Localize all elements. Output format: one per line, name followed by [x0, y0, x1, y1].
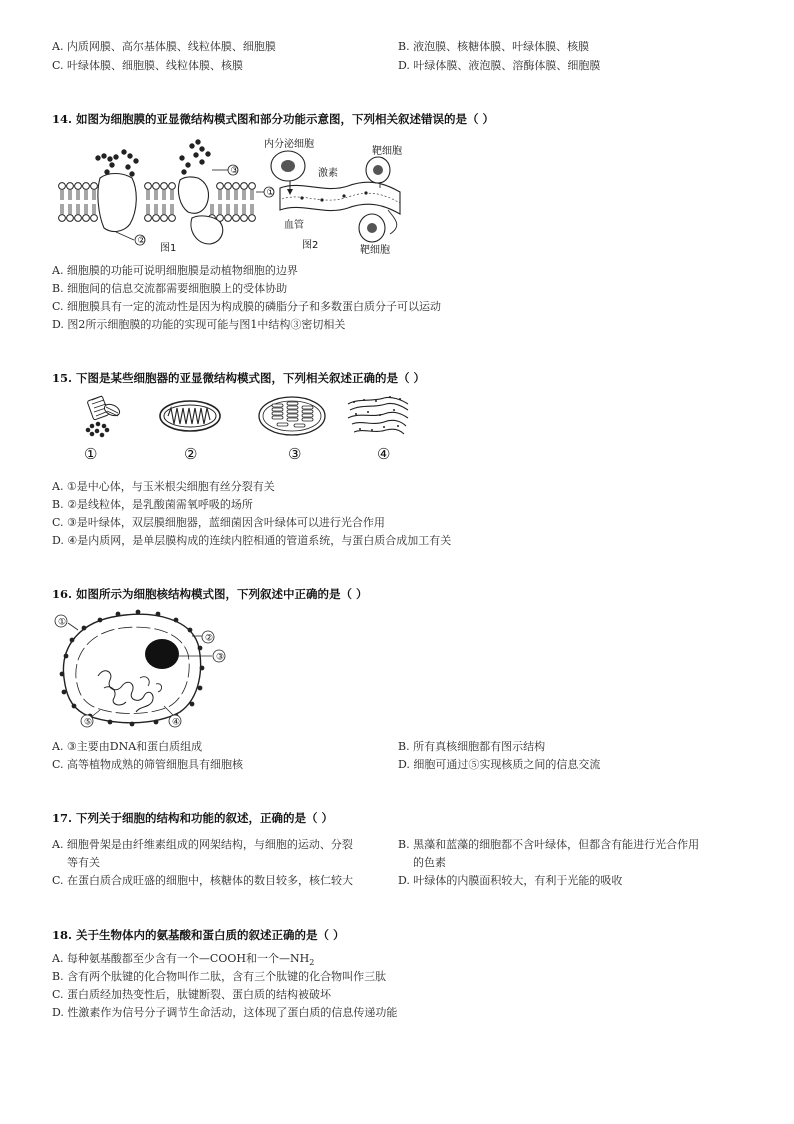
q17-option-a-line2: 等有关 — [67, 856, 100, 869]
q13-option-c: C. 叶绿体膜、细胞膜、线粒体膜、核膜 — [52, 59, 244, 72]
organelle-label-1: ① — [84, 445, 98, 463]
fig2-label-endocrine: 内分泌细胞 — [264, 139, 314, 150]
fig1-caption: 图1 — [160, 243, 177, 254]
fig2-label-hormone: 激素 — [318, 168, 338, 179]
q18-stem: 18. 关于生物体内的氨基酸和蛋白质的叙述正确的是（ ） — [52, 928, 345, 942]
phospholipid-bilayer — [59, 183, 256, 222]
q14-option-b: B. 细胞间的信息交流都需要细胞膜上的受体协助 — [52, 282, 288, 295]
membrane-proteins — [98, 174, 223, 245]
q13-option-a: A. 内质网膜、高尔基体膜、线粒体膜、细胞膜 — [52, 40, 276, 53]
q18-option-d: D. 性激素作为信号分子调节生命活动，这体现了蛋白质的信息传递功能 — [52, 1006, 398, 1019]
fig1-number-3: ③ — [230, 166, 239, 176]
organelle-label-3: ③ — [288, 445, 302, 463]
nucleus-number-4: ④ — [172, 717, 181, 728]
q16-option-b: B. 所有真核细胞都有图示结构 — [398, 740, 546, 753]
endoplasmic-reticulum-drawing — [348, 397, 408, 434]
membrane-figure-1 — [52, 132, 278, 254]
q17-option-c: C. 在蛋白质合成旺盛的细胞中，核糖体的数目较多，核仁较大 — [52, 874, 354, 887]
q16-option-c: C. 高等植物成熟的筛管细胞具有细胞核 — [52, 758, 244, 771]
q16-stem: 16. 如图所示为细胞核结构模式图，下列叙述中正确的是（ ） — [52, 587, 368, 601]
q17-stem: 17. 下列关于细胞的结构和功能的叙述，正确的是（ ） — [52, 811, 334, 825]
fig2-caption: 图2 — [302, 240, 319, 251]
mitochondrion-drawing — [160, 401, 220, 431]
fig1-number-2: ② — [137, 236, 146, 246]
nucleus-number-2: ② — [205, 633, 214, 644]
q17-option-b-line2: 的色素 — [413, 856, 446, 869]
q15-option-a: A. ①是中心体，与玉米根尖细胞有丝分裂有关 — [52, 480, 275, 493]
q13-option-d: D. 叶绿体膜、液泡膜、溶酶体膜、细胞膜 — [398, 59, 601, 72]
fig1-number-1: ① — [266, 188, 275, 198]
q14-option-d: D. 图2所示细胞膜的功能的实现可能与图1中结构③密切相关 — [52, 318, 346, 331]
centrosome-drawing — [86, 396, 121, 437]
q16-option-a: A. ③主要由DNA和蛋白质组成 — [52, 740, 203, 753]
q17-option-d: D. 叶绿体的内膜面积较大，有利于光能的吸收 — [398, 874, 623, 887]
membrane-figure-2 — [262, 136, 422, 256]
q17-option-a-line1: A. 细胞骨架是由纤维素组成的网架结构，与细胞的运动、分裂 — [52, 838, 353, 851]
q14-stem: 14. 如图为细胞膜的亚显微结构模式图和部分功能示意图，下列相关叙述错误的是（ ） — [52, 112, 495, 126]
fig2-label-target-bottom: 靶细胞 — [360, 245, 390, 256]
q15-stem: 15. 下图是某些细胞器的亚显微结构模式图，下列相关叙述正确的是（ ） — [52, 371, 426, 385]
q18-option-c: C. 蛋白质经加热变性后，肽键断裂、蛋白质的结构被破坏 — [52, 988, 332, 1001]
fig2-label-target-top: 靶细胞 — [372, 146, 402, 157]
q14-option-c: C. 细胞膜具有一定的流动性是因为构成膜的磷脂分子和多数蛋白质分子可以运动 — [52, 300, 442, 313]
q18-option-a-text: A. 每种氨基酸都至少含有一个—COOH和一个—NH — [52, 952, 310, 965]
fig2-label-vessel: 血管 — [284, 220, 304, 231]
q15-option-c: C. ③是叶绿体，双层膜细胞器，蓝细菌因含叶绿体可以进行光合作用 — [52, 516, 385, 529]
organelles-figure — [72, 392, 412, 444]
q18-option-a — [52, 952, 314, 970]
q14-option-a: A. 细胞膜的功能可说明细胞膜是动植物细胞的边界 — [52, 264, 298, 277]
q15-option-b: B. ②是线粒体，是乳酸菌需氧呼吸的场所 — [52, 498, 253, 511]
nucleolus-drawing — [145, 639, 179, 669]
q18-option-b: B. 含有两个肽键的化合物叫作二肽，含有三个肽键的化合物叫作三肽 — [52, 970, 387, 983]
nucleus-number-3: ③ — [216, 652, 225, 663]
q18-option-a-subscript: 2 — [309, 958, 315, 968]
q15-option-d: D. ④是内质网，是单层膜构成的连续内腔相通的管道系统，与蛋白质合成加工有关 — [52, 534, 452, 547]
q16-option-d: D. 细胞可通过⑤实现核质之间的信息交流 — [398, 758, 601, 771]
q17-option-b-line1: B. 黑藻和蓝藻的细胞都不含叶绿体，但都含有能进行光合作用 — [398, 838, 700, 851]
organelle-label-4: ④ — [377, 445, 391, 463]
q13-option-b: B. 液泡膜、核糖体膜、叶绿体膜、核膜 — [398, 40, 590, 53]
nucleus-number-1: ① — [58, 617, 67, 628]
nucleus-figure — [52, 608, 232, 730]
chloroplast-drawing — [259, 397, 325, 435]
organelle-label-2: ② — [184, 445, 198, 463]
nucleus-number-5: ⑤ — [84, 717, 93, 728]
